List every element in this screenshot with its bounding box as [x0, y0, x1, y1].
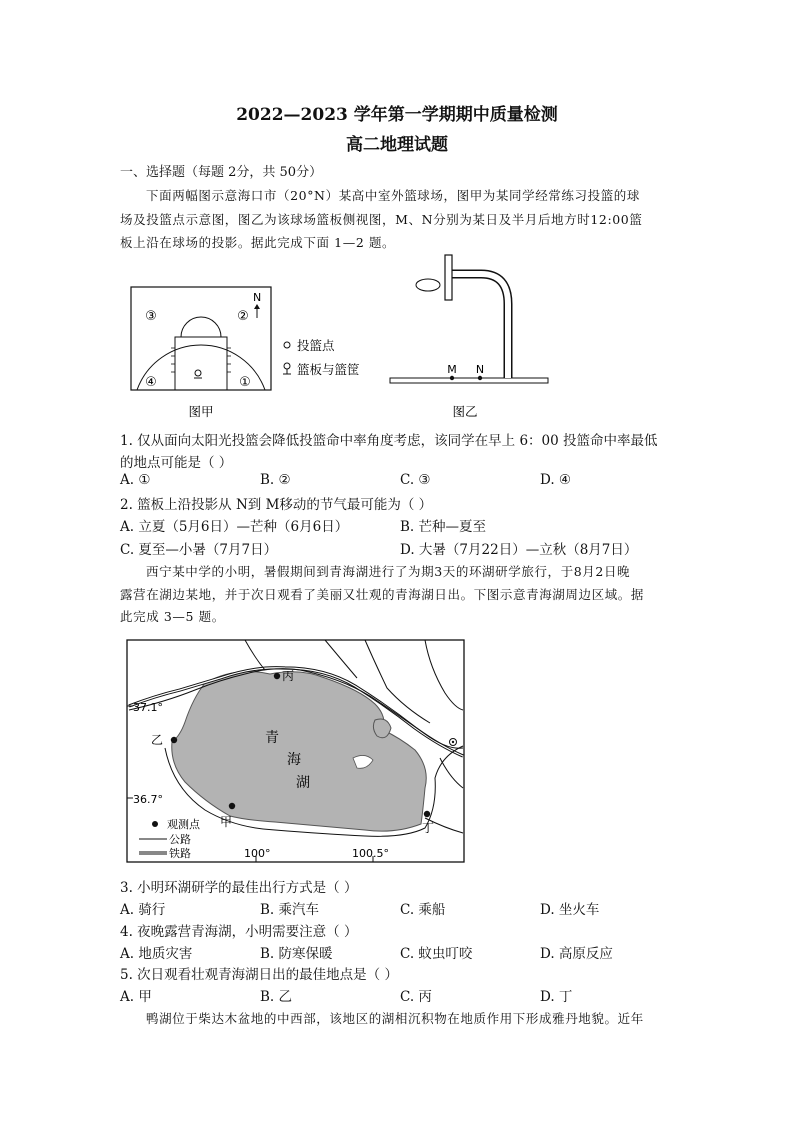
q3-stem: 3. 小明环湖研学的最佳出行方式是（ ） — [120, 880, 358, 896]
obs-point-ding — [424, 811, 430, 817]
lane-ticks — [171, 348, 231, 372]
longitude-label: 100.5° — [352, 847, 389, 860]
q2-option-d: D. 大暑（7月22日）—立秋（8月7日） — [400, 542, 638, 558]
legend-point-label: 投篮点 — [297, 338, 335, 353]
q1-option-b: B. ② — [260, 472, 291, 488]
shooting-point-3: ③ — [145, 309, 157, 324]
lake-label-char: 湖 — [296, 775, 310, 791]
q1-option-d: D. ④ — [540, 472, 572, 488]
intro-line: 下面两幅图示意海口市（20°N）某高中室外篮球场，图甲为某同学经常练习投篮的球 — [146, 188, 640, 203]
q5-option-a: A. 甲 — [120, 989, 152, 1005]
figure-a-court-diagram — [125, 282, 385, 422]
intro-line: 板上沿在球场的投影。据此完成下面 1—2 题。 — [120, 235, 396, 250]
legend-obs-label: 观测点 — [167, 818, 200, 831]
place-yi: 乙 — [151, 733, 164, 747]
place-bing: 丙 — [282, 669, 295, 683]
intro-line: 此完成 3—5 题。 — [120, 609, 225, 624]
intro-line: 场及投篮点示意图，图乙为该球场篮板侧视图，M、N分别为某日及半月后地方时12:00篮 — [120, 212, 643, 227]
place-ding: 丁 — [422, 821, 435, 835]
exam-subtitle: 高二地理试题 — [346, 135, 448, 155]
qinghai-lake-map — [125, 638, 467, 868]
legend-hoop-label: 篮板与篮筐 — [297, 362, 360, 377]
q3-option-b: B. 乘汽车 — [260, 902, 320, 918]
q2-stem: 2. 篮板上沿投影从 N到 M移动的节气最可能为（ ） — [120, 497, 433, 513]
q5-stem: 5. 次日观看壮观青海湖日出的最佳地点是（ ） — [120, 967, 398, 983]
north-label: N — [253, 291, 262, 304]
label-n: N — [475, 363, 485, 376]
intro-line: 鸭湖位于柴达木盆地的中西部，该地区的湖相沉积物在地质作用下形成雅丹地貌。近年 — [146, 1011, 644, 1026]
point-n — [478, 376, 482, 380]
lake-label-char: 海 — [287, 752, 301, 768]
intro-line: 西宁某中学的小明，暑假期间到青海湖进行了为期3天的环湖研学旅行，于8月2日晚 — [146, 564, 631, 579]
q4-option-a: A. 地质灾害 — [120, 946, 193, 962]
q5-option-b: B. 乙 — [260, 989, 293, 1005]
q2-option-c: C. 夏至—小暑（7月7日） — [120, 542, 278, 558]
figure-b-side-view — [385, 250, 560, 422]
ground — [390, 378, 548, 383]
north-arrow-icon — [254, 304, 260, 309]
q3-option-c: C. 乘船 — [400, 902, 446, 918]
legend-hoop-icon — [284, 363, 290, 369]
q4-stem: 4. 夜晚露营青海湖，小明需要注意（ ） — [120, 924, 358, 940]
point-m — [450, 376, 454, 380]
q2-option-b: B. 芒种—夏至 — [400, 519, 487, 535]
legend-obs-icon — [152, 821, 158, 827]
place-jia: 甲 — [220, 815, 233, 829]
longitude-label: 100° — [244, 847, 271, 860]
obs-point-bing — [274, 673, 280, 679]
free-throw-arc — [181, 317, 221, 337]
label-m: M — [447, 363, 457, 376]
figure-b-caption: 图乙 — [452, 404, 478, 419]
obs-point-jia — [229, 803, 235, 809]
q4-option-b: B. 防寒保暖 — [260, 946, 333, 962]
q5-option-c: C. 丙 — [400, 989, 432, 1005]
hoop-mark — [195, 370, 201, 376]
latitude-label: 37.1° — [133, 701, 163, 714]
legend-road-label: 公路 — [169, 833, 191, 846]
q1-stem-cont: 的地点可能是（ ） — [120, 455, 233, 471]
latitude-label: 36.7° — [133, 793, 163, 806]
q1-stem: 1. 仅从面向太阳光投篮会降低投篮命中率角度考虑，该同学在早上 6：00 投篮命中率最低 — [120, 433, 658, 449]
legend-point-icon — [284, 342, 290, 348]
obs-point-yi — [171, 737, 177, 743]
lake-label-char: 青 — [265, 730, 279, 746]
section-heading: 一、选择题（每题 2分，共 50分） — [120, 165, 323, 180]
exam-title: 2022—2023 学年第一学期期中质量检测 — [236, 105, 558, 125]
figure-a-caption: 图甲 — [188, 404, 214, 419]
backboard — [445, 255, 452, 300]
basket-rim — [416, 279, 440, 291]
q1-option-a: A. ① — [120, 472, 151, 488]
q1-option-c: C. ③ — [400, 472, 431, 488]
q4-option-c: C. 蚊虫叮咬 — [400, 946, 473, 962]
q5-option-d: D. 丁 — [540, 989, 573, 1005]
legend-rail-label: 铁路 — [169, 847, 191, 860]
shooting-point-4: ④ — [145, 375, 157, 390]
q3-option-d: D. 坐火车 — [540, 902, 600, 918]
q4-option-d: D. 高原反应 — [540, 946, 613, 962]
q2-option-a: A. 立夏（5月6日）—芒种（6月6日） — [120, 519, 349, 535]
q3-option-a: A. 骑行 — [120, 902, 166, 918]
intro-line: 露营在湖边某地，并于次日观看了美丽又壮观的青海湖日出。下图示意青海湖周边区域。据 — [120, 587, 645, 602]
shooting-point-1: ① — [239, 375, 251, 390]
shooting-point-2: ② — [237, 309, 249, 324]
